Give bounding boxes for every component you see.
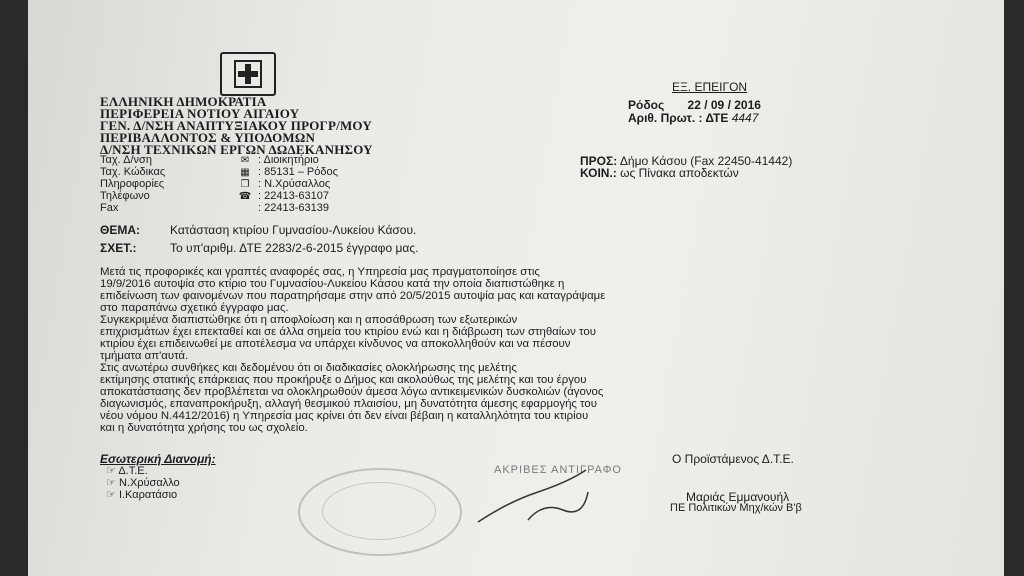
pointing-hand-icon: ☞ — [106, 489, 116, 501]
body-line-3: επιδείνωση των φαινομένων που παρατηρήσαμε στην από 20/5/2015 αυτοψία μας και καταγράψαμε — [100, 290, 606, 302]
signatory-title: Ο Προϊστάμενος Δ.Τ.Ε. — [672, 452, 794, 466]
contact-row-fax: Fax : 22413-63139 — [100, 202, 329, 214]
issuer-line-1: ΕΛΛΗΝΙΚΗ ΔΗΜΟΚΡΑΤΙΑ — [100, 94, 267, 109]
recipient-line: ΠΡΟΣ: Δήμο Κάσου (Fax 22450-41442) — [580, 154, 793, 168]
body-line-14: και η δυνατότητα χρήσης του ως σχολείο. — [100, 422, 308, 434]
body-line-9: Στις ανωτέρω συνθήκες και δεδομένου ότι οι διαδικασίες ολοκλήρωσης της μελέτης — [100, 362, 517, 374]
mailbox-icon: ✉ — [240, 155, 250, 166]
distribution-item: ☞ Ι.Καρατάσιο — [106, 489, 178, 501]
body-line-1: Μετά τις προφορικές και γραπτές αναφορές σας, η Υπηρεσία μας πραγματοποίησε στις — [100, 266, 540, 278]
handwritten-signature — [468, 462, 598, 532]
issuer-line-4: ΠΕΡΙΒΑΛΛΟΝΤΟΣ & ΥΠΟΔΟΜΩΝ — [100, 130, 316, 145]
document-page — [28, 0, 1004, 576]
cc-line: ΚΟΙΝ.: ως Πίνακα αποδεκτών — [580, 166, 739, 180]
protocol-line: Αριθ. Πρωτ. : ΔΤΕ 4447 — [628, 111, 759, 125]
issuer-line-5: Δ/ΝΣΗ ΤΕΧΝΙΚΩΝ ΕΡΓΩΝ ΔΩΔΕΚΑΝΗΣΟΥ — [100, 142, 373, 157]
date-line: Ρόδος 22 / 09 / 2016 — [628, 98, 761, 112]
signatory-role: ΠΕ Πολιτικών Μηχ/κών Β'β — [670, 502, 802, 514]
telephone-icon: ☎ — [238, 191, 252, 202]
body-line-7: κτιρίου έχει επιδεινωθεί με αποτέλεσμα να υπάρχει κίνδυνος να αποκολληθούν και να πέσουν — [100, 338, 571, 350]
reference-line: ΣΧΕΤ.: Το υπ'αριθμ. ΔΤΕ 2283/2-6-2015 έγγραφο μας. — [100, 241, 419, 255]
building-icon: ▦ — [240, 167, 250, 178]
contact-row-address: Ταχ. Δ/νση ✉ : Διοικητήριο — [100, 154, 319, 166]
distribution-item: ☞ Ν.Χρύσαλλο — [106, 477, 180, 489]
seal-text: ΑΚΡΙΒΕΣ ΑΝΤΙΓΡΑΦΟ — [494, 464, 622, 476]
greek-coat-of-arms-icon — [220, 52, 276, 96]
pointing-hand-icon: ☞ — [106, 477, 116, 489]
body-line-13: νέου νόμου Ν.4412/2016) η Υπηρεσία μας κρίνει ότι δεν είναι βέβαιη η καταλληλότητα του κτιρίου — [100, 410, 589, 422]
body-line-10: εκτίμησης στατικής επάρκειας που προκήρυξε ο Δήμος και ακολούθως της μελέτης και του έργου — [100, 374, 587, 386]
body-line-5: Συγκεκριμένα διαπιστώθηκε ότι η αποφλοίωση και η αποσάθρωση των εξωτερικών — [100, 314, 518, 326]
contact-row-phone: Τηλέφωνο ☎ : 22413-63107 — [100, 190, 329, 202]
issuer-line-3: ΓΕΝ. Δ/ΝΣΗ ΑΝΑΠΤΥΞΙΑΚΟΥ ΠΡΟΓΡ/ΜΟΥ — [100, 118, 372, 133]
official-stamp-inner — [322, 482, 436, 540]
contact-row-info: Πληροφορίες ❐ : Ν.Χρύσαλλος — [100, 178, 331, 190]
distribution-item: ☞ Δ.Τ.Ε. — [106, 465, 148, 477]
distribution-heading: Εσωτερική Διανομή: — [100, 452, 216, 466]
body-line-6: επιχρισμάτων έχει επεκταθεί και σε άλλα σημεία του κτιρίου ενώ και η διάβρωση των στηθαίων του — [100, 326, 596, 338]
body-line-4: στο παραπάνω σχετικό έγγραφο μας. — [100, 302, 289, 314]
subject-line: ΘΕΜΑ: Κατάσταση κτιρίου Γυμνασίου-Λυκείου Κάσου. — [100, 223, 417, 237]
body-line-8: τμήματα απ'αυτά. — [100, 350, 189, 362]
urgent-mark: ΕΞ. ΕΠΕΙΓΟΝ — [672, 80, 748, 94]
signatory-name: Μαριάς Εμμανουήλ — [686, 490, 790, 504]
contact-row-postcode: Ταχ. Κώδικας ▦ : 85131 – Ρόδος — [100, 166, 338, 178]
body-line-11: αποκατάστασης δεν προβλέπεται να ολοκληρωθούν άμεσα λόγω αντικειμενικών δυσκολιών (άγονος — [100, 386, 604, 398]
document-icon: ❐ — [240, 179, 250, 190]
issuer-line-2: ΠΕΡΙΦΕΡΕΙΑ ΝΟΤΙΟΥ ΑΙΓΑΙΟΥ — [100, 106, 300, 121]
pointing-hand-icon: ☞ — [106, 465, 116, 477]
body-line-12: διαγωνισμός, επαναπροκήρυξη, αλλαγή θεσμικού πλαισίου, μη δυνατότητα άμεσης εφαρμογής του — [100, 398, 597, 410]
body-line-2: 19/9/2016 αυτοψία στο κτίριο του Γυμνασίου-Λυκείου Κάσου κατά την οποία διαπιστώθηκε η — [100, 278, 565, 290]
